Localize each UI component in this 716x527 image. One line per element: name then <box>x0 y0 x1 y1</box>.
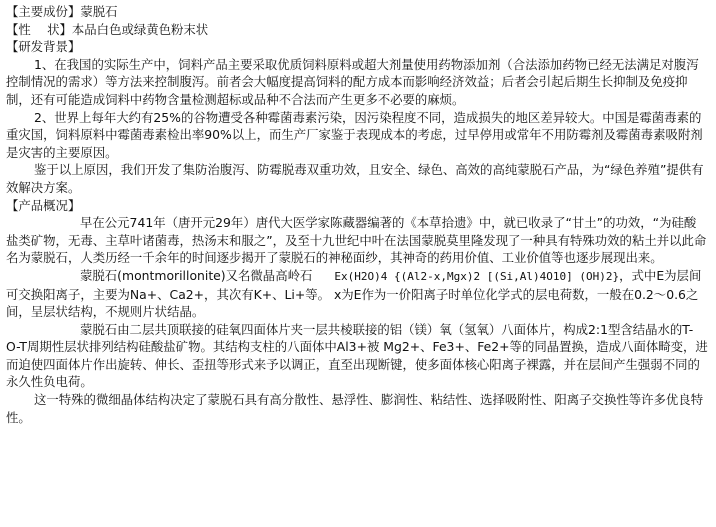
overview-paragraph-1: 早在公元741年（唐开元29年）唐代大医学家陈藏器编著的《本草拾遗》中，就已收录了“甘土”的功效，“为硅酸盐类矿物，无毒、主草叶诸菌毒，热汤末和服之”，及至十九世纪中叶在法国蒙脱莫里隆发现了一种具有特殊功效的粘土并以此命名为蒙脱石，人类历经一千余年的时间逐步揭开了蒙脱石的神秘面纱，其神奇的药用价值、工业价值等也逐步展现出来。 <box>6 215 707 266</box>
chemical-formula: Ex(H2O)4 {(Al2-x,Mgx)2 [(Si,Al)4O10] (OH)2} <box>334 269 620 283</box>
background-paragraph-2: 2、世界上每年大约有25%的谷物遭受各种霉菌毒素污染，因污染程度不同，造成损失的地区差异较大。中国是霉菌毒素的重灾国，饲料原料中霉菌毒素检出率90%以上，而生产厂家鉴于表现成本的考虑，过早停用或常年不用防霉剂及霉菌毒素吸附剂是灾害的主要原因。 <box>6 109 703 160</box>
background-paragraph-3: 鉴于以上原因，我们开发了集防治腹泻、防霉脱毒双重功效，且安全、绿色、高效的高纯蒙脱石产品，为“绿色养殖”提供有效解决方案。 <box>6 162 704 195</box>
background-paragraph-1: 1、在我国的实际生产中，饲料产品主要采取优质饲料原料或超大剂量使用药物添加剂（合法添加药物已经无法满足对腹泻控制情况的需求）等方法来控制腹泻。前者会大幅度提高饲料的配方成本而影响经济效益；后者会引起后期生长抑制及免疫抑制，还有可能造成饲料中药物含量检测超标或品种不合法而产生更多不必要的麻烦。 <box>6 56 699 107</box>
appearance-value: 本品白色或绿黄色粉末状 <box>71 21 209 37</box>
overview-paragraph-4: 这一特殊的微细晶体结构决定了蒙脱石具有高分散性、悬浮性、膨润性、粘结性、选择吸附性、阳离子交换性等许多优良特性。 <box>6 392 704 425</box>
appearance-row <box>6 21 708 39</box>
ingredient-label: 【主要成份】 <box>6 4 81 19</box>
overview-paragraph-2 <box>6 267 708 321</box>
formula-explanation: ，式中E为层间可交换阳离子，主要为Na+、Ca2+，其次有K+、Li+等。 x为E作为一价阳离子时单位化学式的层电荷数，一般在0.2～0.6之间，呈层状结构，不规则片状结晶。 <box>6 267 702 320</box>
ingredient-value: 蒙脱石 <box>80 4 118 19</box>
appearance-label: 【性 状】 <box>6 21 72 37</box>
overview-paragraph-3: 蒙脱石由二层共顶联接的硅氧四面体片夹一层共棱联接的铝（镁）氧（氢氧）八面体片，构成2:1型含结晶水的T-O-T周期性层状排列结构硅酸盐矿物。其结构支柱的八面体中Al3+被 Mg2+、Fe3+、Fe2+等的同晶置换，造成八面体畸变，进而迫使四面体片作出旋转、伸长、歪扭等形式来予以调正，直至出现断键，使多面体核心阳离子裸露，并在层间产生强弱不同的永久性负电荷。 <box>6 321 708 390</box>
background-heading: 【研发背景】 <box>6 39 81 55</box>
ingredient-row <box>6 3 708 21</box>
montmorillonite-definition: 蒙脱石(montmorillonite)又名微晶高岭石 <box>80 267 313 283</box>
overview-heading: 【产品概况】 <box>6 197 81 213</box>
